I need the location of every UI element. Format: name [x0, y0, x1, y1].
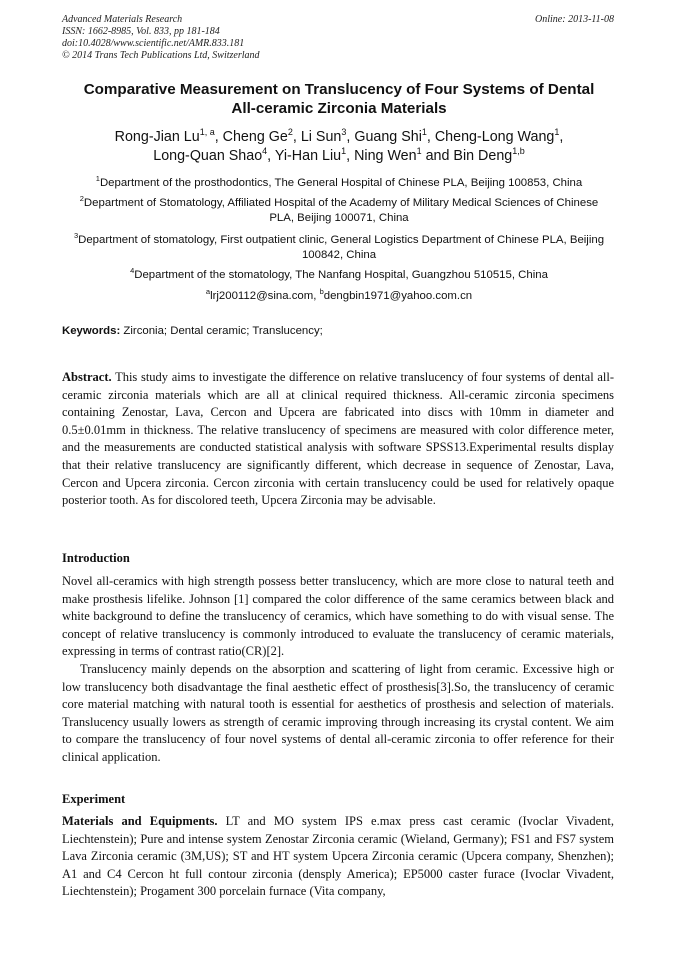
journal-header [62, 14, 614, 62]
introduction-body [62, 573, 614, 767]
title-line-2: All-ceramic Zirconia Materials [231, 100, 447, 117]
journal-issn: ISSN: 1662-8985, Vol. 833, pp 181-184 [62, 26, 220, 37]
affiliation-4: $^4$Department of the stomatology, The Nanfang Hospital, Guangzhou 510515, China [130, 266, 548, 281]
journal-doi: doi:10.4028/www.scientific.net/AMR.833.181 [62, 38, 245, 49]
introduction-heading: Introduction [62, 551, 130, 565]
keywords-label: Keywords: [62, 325, 121, 337]
author-sup: 4 [262, 146, 268, 157]
experiment-body [62, 813, 614, 901]
author-sup: 1 [421, 127, 427, 138]
author-name: Rong-Jian Lu [114, 129, 200, 145]
author-sup: 1, a [199, 127, 215, 138]
author-emails: $^a$lrj200112@sina.com, $^b$dengbin1971@yahoo.com.cn [205, 287, 473, 302]
affiliation-2: $^2$Department of Stomatology, Affiliated Hospital of the Academy of Military Medical Sciences of Chinese PLA, Beijing 100071, China [79, 194, 599, 224]
abstract-text: This study aims to investigate the difference on relative translucency of four systems of dental all-ceramic zirconia materials which are all at clinical required thickness. All-ceramic zirconia specimens containing Zenostar, Lava, Cercon and Upcera are fabricated into discs with 10mm in diameter and 0.5±0.01mm in thickness. The relative translucency of specimens are measured with color difference meter, and the measurements are conducted statistical analysis with software SPSS13.Experimental results display that their relative translucency are significantly different, which decrease in sequence of Zenostar, Lava, Cercon and Upcera zirconia. Cercon zirconia with certain translucency could be used for relatively opaque posterior tooth. As for discolored teeth, Upcera Zirconia may be advisable. [62, 370, 614, 508]
affiliation-3: $^3$Department of stomatology, First outpatient clinic, General Logistics Department of Chinese PLA, Beijing 100842, China [73, 231, 605, 261]
author-sup: 1,b [512, 146, 525, 157]
keywords [62, 324, 614, 339]
email-link[interactable]: dengbin1971@yahoo.com.cn [323, 290, 473, 302]
author-sup: 3 [341, 127, 347, 138]
journal-name: Advanced Materials Research [62, 14, 183, 25]
affiliation-1: $^1$Department of the prosthodontics, The General Hospital of Chinese PLA, Beijing 100853, China [95, 174, 583, 189]
author-sup: 1 [554, 127, 560, 138]
author-sup: 2 [287, 127, 293, 138]
author-name: Cheng-Long Wang [434, 129, 555, 145]
author-sup: 1 [416, 146, 422, 157]
paper-title [40, 80, 638, 118]
journal-copyright: © 2014 Trans Tech Publications Ltd, Switzerland [62, 50, 260, 61]
intro-paragraph-1: Novel all-ceramics with high strength possess better translucency, which are more close to natural teeth and make prosthesis lifelike. Johnson [1] compared the color difference of the same ceramics between black and white background to define the translucency of ceramics, which have something to do with visual sense. The concept of relative translucency is commonly introduced to evaluate the translucency of ceramic materials, expressing in terms of contrast ratio(CR)[2]. [62, 574, 614, 659]
online-date: Online: 2013-11-08 [535, 14, 614, 25]
author-sup: 1 [341, 146, 347, 157]
intro-paragraph-2: Translucency mainly depends on the absorption and scattering of light from ceramic. Excessive high or low translucency both disadvantage the final aesthetic effect of prosthesis[3].So, the translucency of ceramic core material matching with natural tooth is essential for aesthetics of prosthesis and selection of materials. Translucency usually lowers as strength of ceramic improving through increasing its crystal content. We aim to compare the translucency of four novel systems of dental all-ceramic zirconia to offer reference for their clinical application. [62, 661, 614, 764]
author-list [40, 128, 638, 166]
author-name: Long-Quan Shao [153, 148, 263, 164]
abstract-label: Abstract. [62, 370, 112, 384]
author-name: Ning Wen [354, 148, 417, 164]
materials-label: Materials and Equipments. [62, 814, 218, 828]
author-name: Cheng Ge [222, 129, 288, 145]
materials-text: LT and MO system IPS e.max press cast ceramic (Ivoclar Vivadent, Liechtenstein); Pure and intense system Zenostar Zirconia ceramic (Wieland, Germany); FS1 and FS7 system Lava Zirconia ceramic (3M,US); ST and HT system Upcera Zirconia ceramic (Upcera company, Shenzhen); A1 and C4 Cercon ht full contour zirconia (densply America); EP5000 caster furace (Ivoclar Vivadent, Liechtenstein); Progament 300 porcelain furnace (Vita company, [62, 814, 614, 899]
experiment-heading: Experiment [62, 792, 126, 806]
author-name: Li Sun [300, 129, 342, 145]
author-line-1: Rong-Jian Lu$^{1, a}$, Cheng Ge$^2$, Li Sun$^3$, Guang Shi$^1$, Cheng-Long Wang$^1$, [114, 127, 564, 145]
author-name: Yi-Han Liu [274, 148, 342, 164]
email-link[interactable]: lrj200112@sina.com [210, 290, 314, 302]
keywords-text: Zirconia; Dental ceramic; Translucency; [123, 325, 323, 337]
abstract [62, 369, 614, 510]
author-name: Bin Deng [453, 148, 513, 164]
author-line-2: Long-Quan Shao$^4$, Yi-Han Liu$^1$, Ning Wen$^1$ and Bin Deng$^{1,b}$ [153, 146, 525, 164]
title-line-1: Comparative Measurement on Translucency of Four Systems of Dental [83, 81, 595, 98]
author-name: Guang Shi [354, 129, 422, 145]
